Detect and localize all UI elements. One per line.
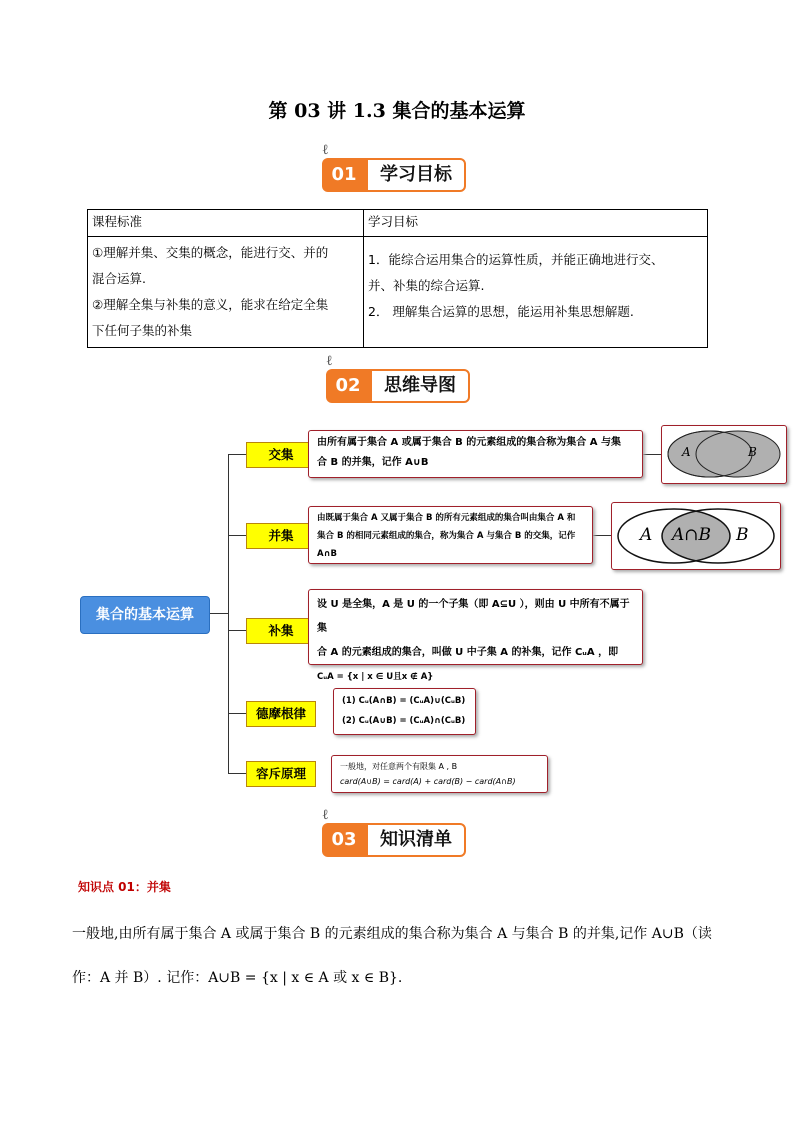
section-badge-knowledge	[322, 807, 472, 857]
venn-label-b: B	[748, 445, 757, 459]
definition-line: CᵤA = {x | x ∈ U且x ∉ A}	[317, 672, 434, 682]
paragraph-line: 一般地,由所有属于集合 A 或属于集合 B 的元素组成的集合称为集合 A 与集合 B 的并集,记作 A∪B（读	[72, 926, 712, 942]
standard-line: 下任何子集的补集	[92, 323, 193, 338]
section-number: 03	[322, 823, 366, 857]
knowledge-point-title: 知识点 01：并集	[78, 880, 171, 894]
venn-union-svg	[662, 426, 786, 483]
page-title: 第 03 讲 1.3 集合的基本运算	[268, 100, 526, 122]
section-label: 知识清单	[366, 823, 466, 857]
connector-line	[643, 454, 661, 455]
curl-icon: ℓ	[326, 353, 333, 369]
venn-intersection-diagram	[611, 502, 781, 570]
section-badge-goals	[322, 142, 472, 192]
goal-line: 1．能综合运用集合的运算性质，并能正确地进行交、	[368, 252, 664, 267]
section-label: 学习目标	[366, 158, 466, 192]
principle-line: 一般地，对任意两个有限集 A , B	[340, 762, 458, 771]
definition-line: 集合 B 的相同元素组成的集合，称为集合 A 与集合 B 的交集，记作	[317, 531, 576, 541]
connector-line	[228, 713, 246, 714]
definition-line: 合 A 的元素组成的集合，叫做 U 中子集 A 的补集，记作 CᵤA ，即	[317, 647, 619, 658]
standard-line: 混合运算.	[92, 271, 146, 286]
demorgan-box	[333, 688, 476, 735]
venn-label-intersection: A∩B	[672, 525, 712, 545]
connector-line	[228, 630, 246, 631]
definition-line: 设 U 是全集，A 是 U 的一个子集（即 A⊆U ），则由 U 中所有不属于集	[317, 599, 630, 634]
venn-label-a: A	[682, 445, 691, 459]
connector-line	[593, 535, 611, 536]
node-rongchi: 容斥原理	[246, 761, 316, 787]
section-number: 02	[326, 369, 370, 403]
connector-line	[228, 535, 246, 536]
goal-line: 2． 理解集合运算的思想，能运用补集思想解题.	[368, 304, 634, 319]
rongchi-box	[331, 755, 548, 793]
section-label: 思维导图	[370, 369, 470, 403]
definition-line: 由所有属于集合 A 或属于集合 B 的元素组成的集合称为集合 A 与集	[317, 437, 621, 448]
goals-table	[87, 209, 708, 348]
buji-definition-box	[308, 589, 643, 682]
standard-cell	[88, 237, 364, 348]
section-badge-mindmap	[326, 353, 476, 403]
jiaoji-definition-box	[308, 430, 643, 478]
table-header-standard: 课程标准	[88, 210, 364, 237]
venn-label-b: B	[736, 525, 749, 545]
bingji-definition-box	[308, 506, 593, 564]
principle-line: card(A∪B) = card(A) + card(B) − card(A∩B)	[340, 777, 516, 786]
node-bingji: 并集	[246, 523, 316, 549]
goals-cell	[364, 237, 708, 348]
venn-label-a: A	[640, 525, 653, 545]
node-buji: 补集	[246, 618, 316, 644]
definition-line: 由既属于集合 A 又属于集合 B 的所有元素组成的集合叫由集合 A 和	[317, 513, 576, 523]
mindmap-root: 集合的基本运算	[80, 596, 210, 634]
node-jiaoji: 交集	[246, 442, 316, 468]
knowledge-paragraph	[72, 912, 732, 1000]
curl-icon: ℓ	[322, 807, 329, 823]
law-line: (1) Cᵤ(A∩B) = (CᵤA)∪(CᵤB)	[342, 696, 466, 706]
connector-line	[208, 613, 228, 614]
section-number: 01	[322, 158, 366, 192]
venn-union-diagram	[661, 425, 787, 484]
law-line: (2) Cᵤ(A∪B) = (CᵤA)∩(CᵤB)	[342, 716, 466, 726]
standard-line: ②理解全集与补集的意义，能求在给定全集	[92, 297, 329, 312]
table-header-goals: 学习目标	[364, 210, 708, 237]
goal-line: 并、补集的综合运算.	[368, 278, 485, 293]
connector-line	[228, 454, 246, 455]
definition-line: 合 B 的并集，记作 A∪B	[317, 457, 429, 468]
connector-line	[228, 773, 246, 774]
definition-line: A∩B	[317, 549, 337, 559]
paragraph-line: 作：A 并 B）. 记作：A∪B = {x | x ∈ A 或 x ∈ B}.	[72, 970, 403, 986]
curl-icon: ℓ	[322, 142, 329, 158]
connector-line	[228, 454, 229, 774]
standard-line: ①理解并集、交集的概念，能进行交、并的	[92, 245, 329, 260]
node-demorgan: 德摩根律	[246, 701, 316, 727]
